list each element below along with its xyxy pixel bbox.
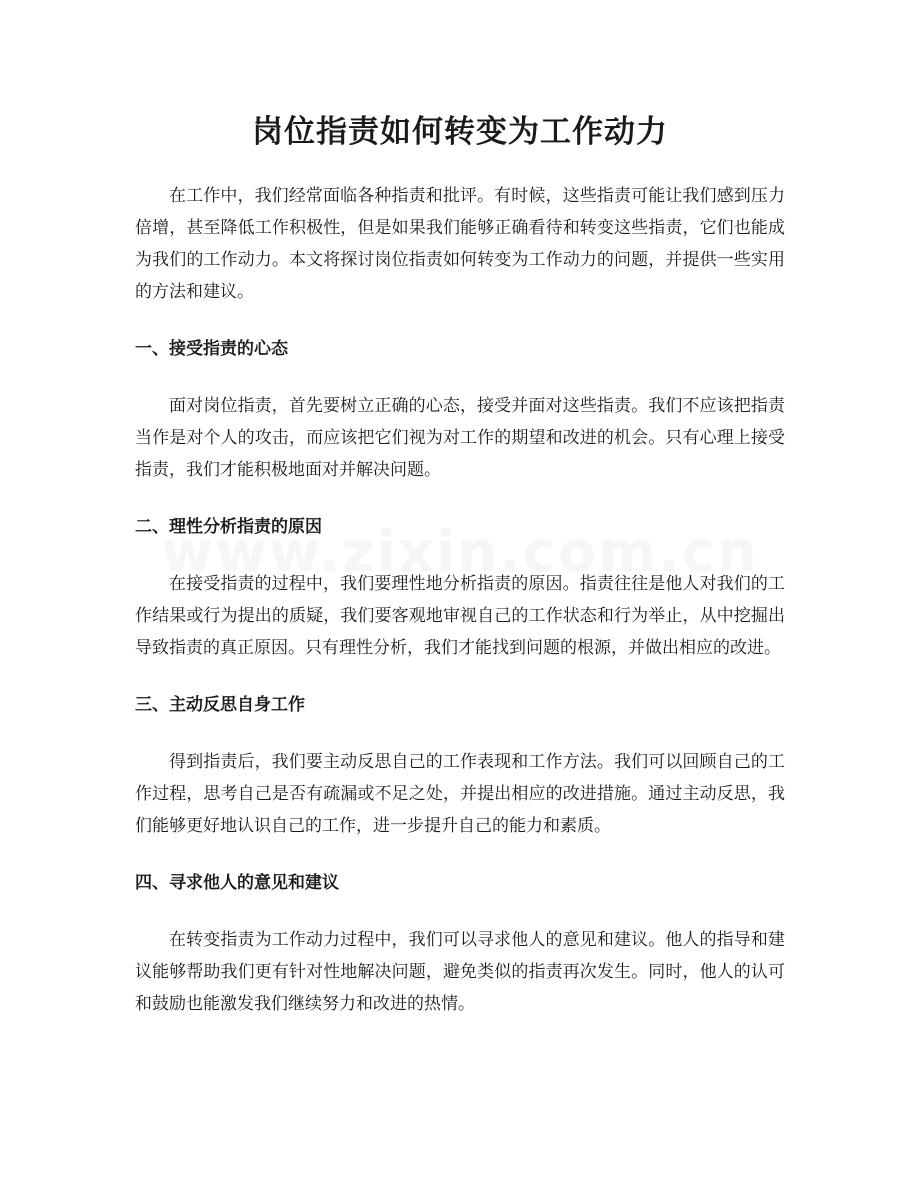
section-body-3: 得到指责后，我们要主动反思自己的工作表现和工作方法。我们可以回顾自己的工作过程，思考自己是否有疏漏或不足之处，并提出相应的改进措施。通过主动反思，我们能够更好地认识自己的工作，进一步提升自己的能力和素质。: [135, 752, 785, 836]
section-heading-4: 四、寻求他人的意见和建议: [135, 873, 339, 893]
section-body-4: 在转变指责为工作动力过程中，我们可以寻求他人的意见和建议。他人的指导和建议能够帮助我们更有针对性地解决问题，避免类似的指责再次发生。同时，他人的认可和鼓励也能激发我们继续努力和改进的热情。: [135, 930, 785, 1014]
section-heading-1: 一、接受指责的心态: [135, 339, 288, 359]
intro-paragraph: 在工作中，我们经常面临各种指责和批评。有时候，这些指责可能让我们感到压力倍增，甚至降低工作积极性，但是如果我们能够正确看待和转变这些指责，它们也能成为我们的工作动力。本文将探讨岗位指责如何转变为工作动力的问题，并提供一些实用的方法和建议。: [135, 186, 785, 302]
section-heading-2: 二、理性分析指责的原因: [135, 517, 322, 537]
document-body: [135, 180, 785, 1020]
section-body-2: 在接受指责的过程中，我们要理性地分析指责的原因。指责往往是他人对我们的工作结果或行为提出的质疑，我们要客观地审视自己的工作状态和行为举止，从中挖掘出导致指责的真正原因。只有理性分析，我们才能找到问题的根源，并做出相应的改进。: [135, 574, 785, 658]
section-body-1: 面对岗位指责，首先要树立正确的心态，接受并面对这些指责。我们不应该把指责当作是对个人的攻击，而应该把它们视为对工作的期望和改进的机会。只有心理上接受指责，我们才能积极地面对并解决问题。: [135, 396, 785, 480]
document-title: 岗位指责如何转变为工作动力: [252, 114, 668, 150]
section-heading-3: 三、主动反思自身工作: [135, 695, 305, 715]
